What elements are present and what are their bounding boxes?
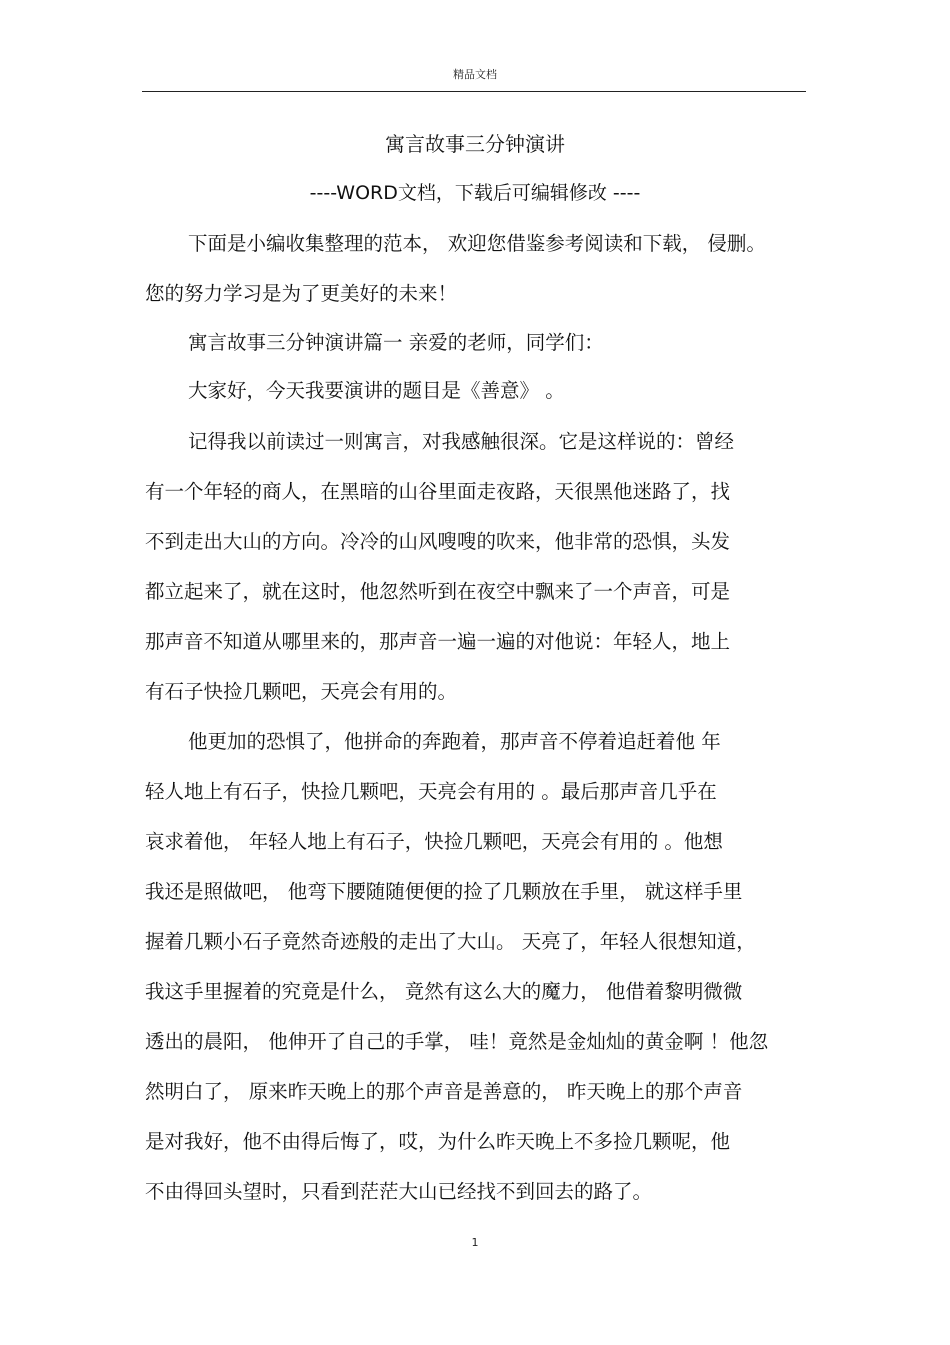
document-title: 寓言故事三分钟演讲 <box>385 132 565 156</box>
page-number: 1 <box>471 1236 479 1249</box>
document-subtitle: ----WORD文档，下载后可编辑修改 ---- <box>309 182 641 204</box>
body-line: 记得我以前读过一则寓言，对我感触很深。它是这样说的：曾经 <box>188 430 735 453</box>
body-line: 我这手里握着的究竟是什么， 竟然有这么大的魔力， 他借着黎明微微 <box>145 980 743 1003</box>
body-line: 是对我好，他不由得后悔了，哎，为什么昨天晚上不多捡几颗呢，他 <box>145 1130 731 1153</box>
body-line: 您的努力学习是为了更美好的未来！ <box>145 282 458 305</box>
body-line: 我还是照做吧， 他弯下腰随随便便的捡了几颗放在手里， 就这样手里 <box>145 880 743 903</box>
page-header: 精品文档 <box>453 68 497 81</box>
body-line: 透出的晨阳， 他伸开了自己的手掌， 哇！竟然是金灿灿的黄金啊 ！他忽 <box>145 1030 769 1053</box>
body-line: 然明白了， 原来昨天晚上的那个声音是善意的， 昨天晚上的那个声音 <box>145 1080 743 1103</box>
body-line: 哀求着他， 年轻人地上有石子，快捡几颗吧，天亮会有用的 。他想 <box>145 830 723 853</box>
body-line: 有石子快捡几颗吧，天亮会有用的。 <box>145 680 458 703</box>
body-line: 不由得回头望时，只看到茫茫大山已经找不到回去的路了。 <box>145 1180 653 1203</box>
body-line: 那声音不知道从哪里来的，那声音一遍一遍的对他说：年轻人，地上 <box>145 630 731 653</box>
body-line: 有一个年轻的商人，在黑暗的山谷里面走夜路，天很黑他迷路了，找 <box>145 480 731 503</box>
body-line: 不到走出大山的方向。冷冷的山风嗖嗖的吹来，他非常的恐惧，头发 <box>145 530 731 553</box>
body-line: 下面是小编收集整理的范本， 欢迎您借鉴参考阅读和下载， 侵删。 <box>188 232 766 255</box>
body-line: 他更加的恐惧了，他拼命的奔跑着，那声音不停着追赶着他 年 <box>188 730 721 753</box>
body-line: 寓言故事三分钟演讲篇一 亲爱的老师，同学们： <box>188 331 604 354</box>
body-line: 轻人地上有石子，快捡几颗吧，天亮会有用的 。最后那声音几乎在 <box>145 780 717 803</box>
header-divider <box>142 91 806 92</box>
body-line: 握着几颗小石子竟然奇迹般的走出了大山。 天亮了，年轻人很想知道， <box>145 930 756 953</box>
body-line: 都立起来了，就在这时，他忽然听到在夜空中飘来了一个声音，可是 <box>145 580 731 603</box>
body-line: 大家好，今天我要演讲的题目是《善意》 。 <box>188 379 565 402</box>
